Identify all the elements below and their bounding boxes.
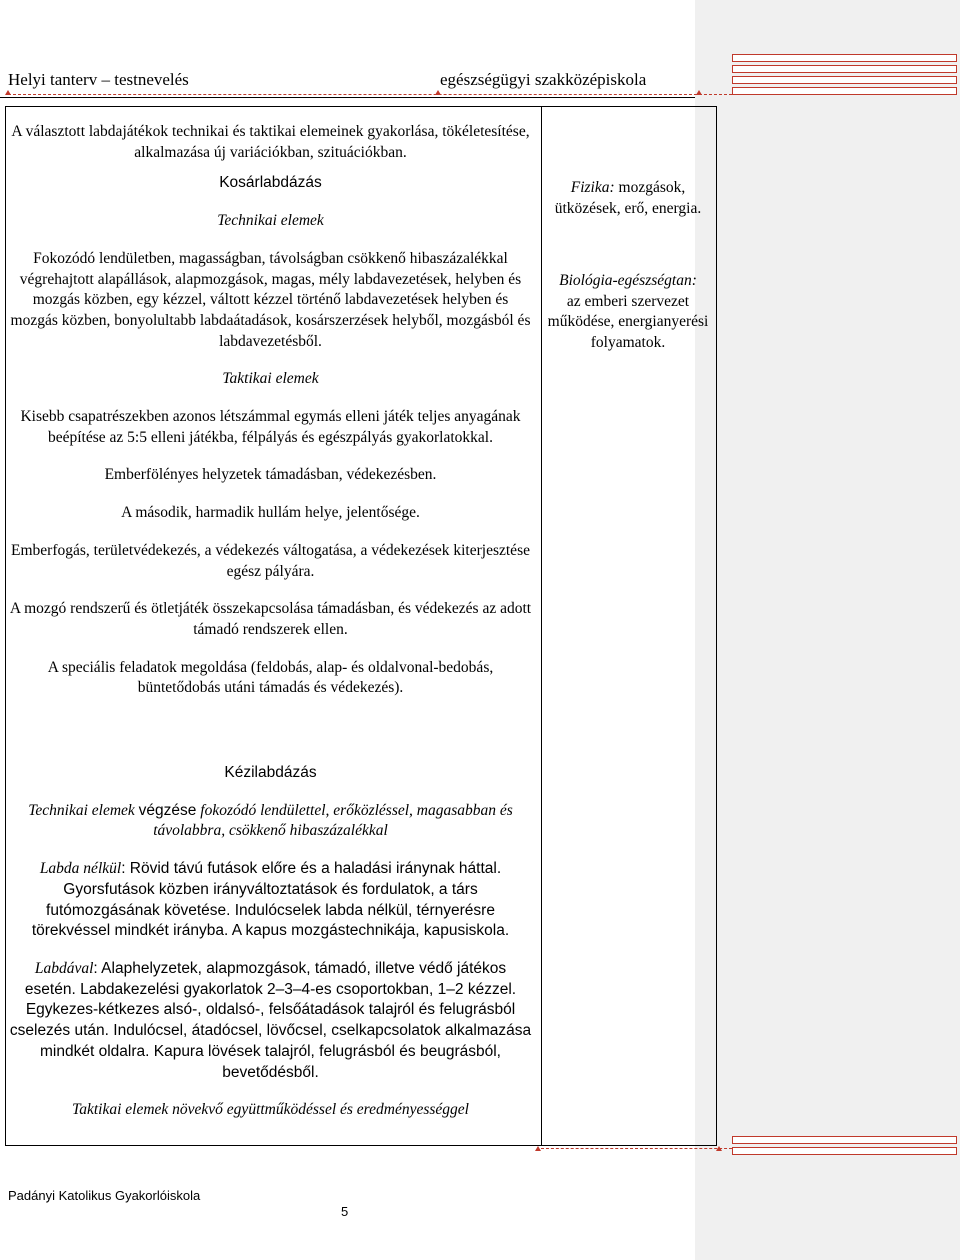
physics-label: Fizika: <box>570 179 615 196</box>
physics-text: mozgások, ütközések, erő, energia. <box>554 179 702 217</box>
basketball-tactical-heading: Taktikai elemek <box>222 370 319 388</box>
basketball-title: Kosárlabdázás <box>219 174 322 192</box>
handball-with-ball <box>8 959 533 1083</box>
without-ball-text: : Rövid távú futások előre és a haladási iránynak háttal. Gyorsfutások közben irányváltoztatások és fordulatok, a társ futómozgásának követése. Indulócselek labda nélkül, térnyerésre törekvéssel mindkét irányba. A kapus mozgástechnikája, kapusiskola. <box>31 860 510 940</box>
comment-marker-icon <box>435 90 441 95</box>
comment-box[interactable] <box>732 87 957 95</box>
intro-paragraph: A választott labdajátékok technikai és taktikai elemeinek gyakorlása, tökéletesítése, alkalmazása új variációkban, szituációkban. <box>11 123 530 161</box>
comment-connector-line <box>541 1148 732 1149</box>
biology-connection <box>545 271 711 353</box>
comment-box[interactable] <box>732 76 957 84</box>
basketball-tactical-paragraph: A mozgó rendszerű és ötletjáték összekapcsolása támadásban, és védekezés az adott támadó rendszerek ellen. <box>9 600 532 638</box>
header-rule <box>0 97 695 98</box>
handball-technical-verb: végzése <box>138 801 197 819</box>
comment-marker-icon <box>535 1146 541 1151</box>
comment-connector-line <box>8 94 732 95</box>
handball-without-ball <box>8 859 533 942</box>
comment-marker-icon <box>716 1146 722 1151</box>
page-number: 5 <box>341 1204 349 1219</box>
basketball-technical-heading: Technikai elemek <box>217 212 324 230</box>
basketball-tactical-paragraph: A speciális feladatok megoldása (feldobás, alap- és oldalvonal-bedobás, büntetődobás utáni támadás és védekezés). <box>47 658 494 697</box>
header-title: Helyi tanterv – testnevelés <box>8 70 189 89</box>
handball-technical-label: Technikai elemek <box>28 801 135 819</box>
main-column <box>8 122 533 1121</box>
connections-column <box>545 178 711 353</box>
biology-text: az emberi szervezet működése, energianyerési folyamatok. <box>547 292 709 351</box>
physics-connection <box>545 178 711 219</box>
footer-school-name: Padányi Katolikus Gyakorlóiskola <box>8 1188 201 1203</box>
handball-technical-rest: fokozódó lendülettel, erőközléssel, magasabban és távolabbra, csökkenő hibaszázalékkal <box>153 801 513 840</box>
basketball-tactical-paragraph: Kisebb csapatrészekben azonos létszámmal egymás elleni játék teljes anyagának beépítése az 5:5 elleni játékba, félpályás és egészpályás gyakorlatokkal. <box>20 408 521 446</box>
comment-box[interactable] <box>732 1136 957 1144</box>
without-ball-label: Labda nélkül <box>39 860 122 878</box>
handball-title: Kézilabdázás <box>224 764 317 782</box>
basketball-tactical-paragraph: Emberfogás, területvédekezés, a védekezés váltogatása, a védekezések kiterjesztése egész pályára. <box>11 541 530 580</box>
handball-technical-line <box>8 801 533 842</box>
basketball-technical-text: Fokozódó lendületben, magasságban, távolságban csökkenő hibaszázalékkal végrehajtott alapállások, alapmozgások, magas, mély labdavezetések, helyben és mozgás közben, egy kézzel, váltott kézzel történő labdavezetések helyben és mozgás közben, bonyolultabb labdaátadások, kosárszerzések helyből, mozgásból és labdavezetésből. <box>10 249 531 350</box>
comment-box[interactable] <box>732 1147 957 1155</box>
basketball-tactical-paragraph: A második, harmadik hullám helye, jelentősége. <box>121 504 420 522</box>
comment-marker-icon <box>5 90 11 95</box>
header-school-type: egészségügyi szakközépiskola <box>440 70 647 89</box>
handball-tactical-text: Taktikai elemek növekvő együttműködéssel és eredményességgel <box>72 1101 469 1119</box>
comment-marker-icon <box>696 90 702 95</box>
basketball-tactical-paragraph: Emberfölényes helyzetek támadásban, védekezésben. <box>104 466 437 484</box>
biology-label: Biológia-egészségtan: <box>559 272 697 289</box>
comment-box[interactable] <box>732 65 957 73</box>
comment-box[interactable] <box>732 54 957 62</box>
comment-margin-panel <box>695 0 960 1260</box>
with-ball-text: : Alaphelyzetek, alapmozgások, támadó, illetve védő játékos esetén. Labdakezelési gyakorlatok 2–3–4-es csoportokban, 1–2 kézzel. Egykezes-kétkezes alsó-, oldalsó-, felsőátadások talajról és felugrásból cselezés után. Indulócsel, átadócsel, lövőcsel, cselkapcsolatok alkalmazása mindkét oldalra. Kapura lövések talajról, felugrásból és beugrásból, bevetődésből. <box>9 959 532 1081</box>
with-ball-label: Labdával <box>34 959 94 977</box>
table-column-divider <box>541 106 542 1146</box>
